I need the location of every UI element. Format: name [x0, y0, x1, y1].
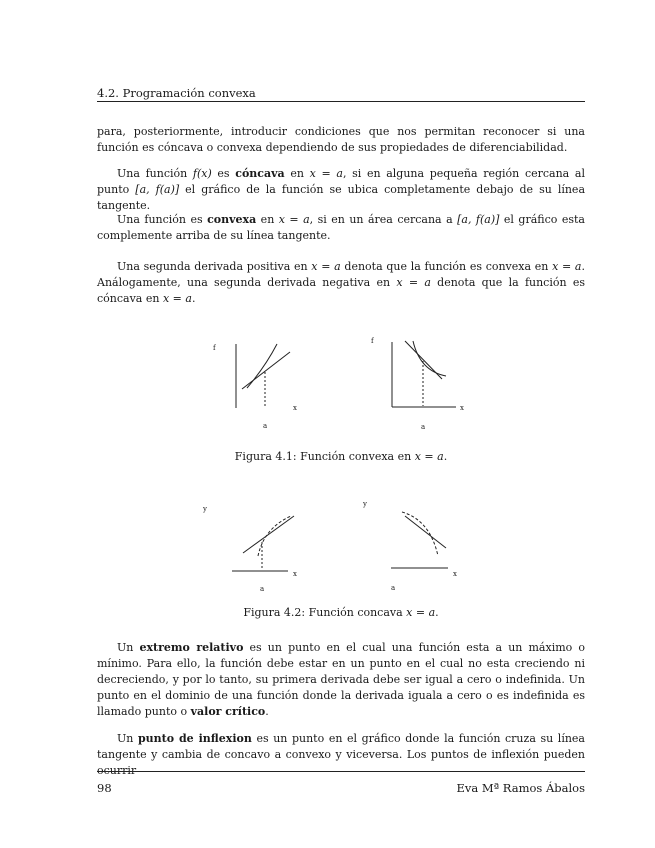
figure1-right-x-label: x [460, 404, 464, 412]
tangent-line [242, 352, 290, 389]
tangent-line [243, 516, 294, 553]
running-header: 4.2. Programación convexa [97, 86, 256, 100]
concave-curve [402, 512, 438, 556]
header-rule [97, 101, 585, 102]
paragraph-relative-extremum: Un extremo relativo es un punto en el cual una función esta a un máximo o mínimo. Para ello, la función debe estar en un punto en el cual no esta creciendo ni decreciendo, y por lo tanto, su primera derivada debe ser igual a cero o indefinida. Un punto en el dominio de una función donde la derivada iguala a cero o es indefinida es llamado punto o valor crítico. [97, 641, 586, 718]
figure2-right-x-label: x [453, 570, 457, 578]
figure2-left-plot [200, 498, 310, 598]
page-number: 98 [97, 781, 112, 795]
paragraph-second-derivative: Una segunda derivada positiva en x = a denota que la función es convexa en x = a. Análogamente, una segunda derivada negativa en x = a denota que la función es cóncava en x = a. [97, 260, 586, 305]
term-concave: cóncava [235, 167, 285, 180]
tangent-line [405, 516, 446, 548]
figure1-left-x-label: x [293, 404, 297, 412]
convex-curve [413, 341, 446, 376]
paragraph-convex-definition: Una función es convexa en x = a, si en un área cercana a [a, f(a)] el gráfico esta complemente arriba de su línea tangente. [97, 213, 585, 242]
footer-rule [97, 771, 585, 772]
term-convex: convexa [207, 213, 257, 226]
term-inflection-point: punto de inflexion [137, 732, 252, 745]
figure2-caption: Figura 4.2: Función concava x = a. [243, 606, 439, 619]
figure1-right-plot [368, 333, 478, 435]
figure1-left-plot [205, 335, 315, 435]
paragraph-intro: para, posteriormente, introducir condiciones que nos permitan reconocer si una función es cóncava o convexa dependiendo de sus propiedades de diferenciabilidad. [97, 125, 585, 154]
figure1-left-point-label: a [263, 422, 268, 430]
figure2-left-x-label: x [293, 570, 297, 578]
figure1-right-y-label: f [371, 337, 374, 345]
figure2-left-y-label: y [203, 505, 207, 513]
figure2-right-plot [360, 496, 470, 596]
paragraph-inflection-point: Un punto de inflexion es un punto en el gráfico donde la función cruza su línea tangente y cambia de concavo a convexo y viceversa. Los puntos de inflexión pueden ocurrir [97, 732, 585, 777]
paragraph-concave-definition: Una función f(x) es cóncava en x = a, si en alguna pequeña región cercana al punto [a, f(a)] el gráfico de la función se ubica completamente debajo de su línea tangente. [97, 167, 586, 212]
figure1-left-y-label: f [213, 344, 216, 352]
figure1-caption: Figura 4.1: Función convexa en x = a. [234, 450, 448, 463]
term-critical-value: valor crítico [190, 705, 266, 718]
term-relative-extremum: extremo relativo [139, 641, 244, 654]
figure2-right-point-label: a [391, 584, 396, 592]
figure2-left-point-label: a [260, 585, 265, 593]
figure2-right-y-label: y [363, 500, 367, 508]
figure1-right-point-label: a [421, 423, 426, 431]
footer-author: Eva Mª Ramos Ábalos [456, 781, 585, 795]
